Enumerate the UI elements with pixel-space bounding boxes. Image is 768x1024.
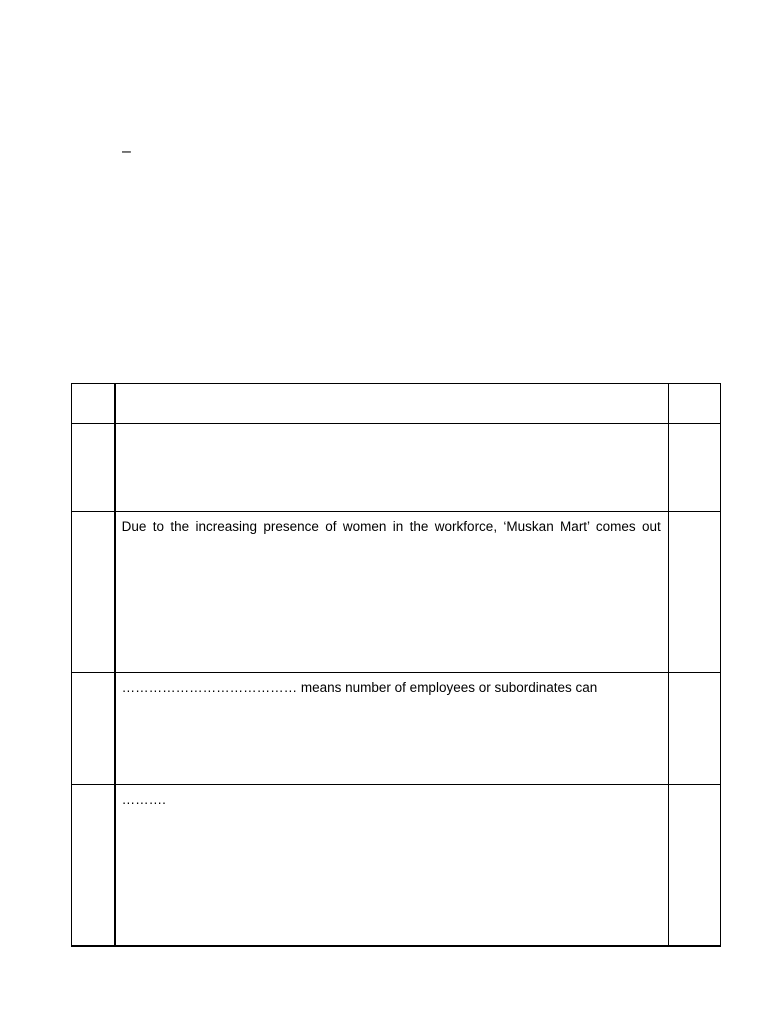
marks-cell	[668, 785, 720, 946]
table-row	[72, 785, 721, 946]
question-number-cell	[72, 424, 115, 512]
marks-cell	[668, 512, 720, 673]
marks-cell	[668, 673, 720, 785]
table-row	[72, 673, 721, 785]
question-number-cell	[72, 512, 115, 673]
question-number-cell	[72, 384, 115, 424]
table-row	[72, 424, 721, 512]
question-text-cell	[115, 384, 669, 424]
question-text-cell	[115, 673, 669, 785]
marks-cell	[668, 384, 720, 424]
question-text: ………………………………… means number of employees or subordinates can	[121, 680, 598, 695]
question-text-cell	[115, 424, 669, 512]
question-text-cell	[115, 512, 669, 673]
question-text: Due to the increasing presence of women in the workforce, ‘Muskan Mart’ comes out	[121, 519, 661, 534]
page-dash: –	[122, 143, 131, 160]
table-header-row	[72, 384, 721, 424]
question-text: ……….	[121, 792, 166, 807]
question-text	[116, 424, 668, 430]
table-row	[72, 512, 721, 673]
question-text	[116, 384, 668, 390]
question-number-cell	[72, 673, 115, 785]
question-number-cell	[72, 785, 115, 946]
marks-cell	[668, 424, 720, 512]
questions-table	[71, 383, 721, 947]
question-text-cell	[115, 785, 669, 946]
